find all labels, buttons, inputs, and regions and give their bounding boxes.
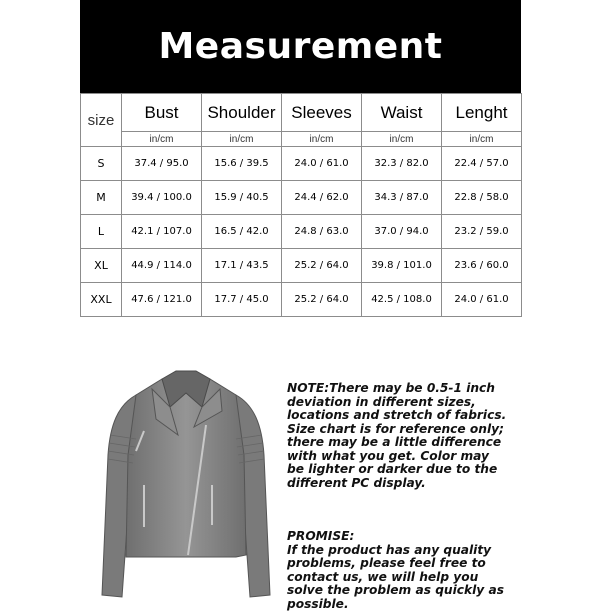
table-cell: 37.4 / 95.0 bbox=[122, 147, 202, 181]
page-title: Measurement bbox=[158, 26, 442, 67]
unit-label: in/cm bbox=[122, 132, 202, 147]
table-cell: 37.0 / 94.0 bbox=[362, 215, 442, 249]
size-label: XL bbox=[81, 249, 122, 283]
table-cell: 32.3 / 82.0 bbox=[362, 147, 442, 181]
table-cell: 39.8 / 101.0 bbox=[362, 249, 442, 283]
table-row bbox=[81, 283, 522, 317]
size-label: M bbox=[81, 181, 122, 215]
size-label: S bbox=[81, 147, 122, 181]
table-cell: 16.5 / 42.0 bbox=[202, 215, 282, 249]
table-cell: 17.1 / 43.5 bbox=[202, 249, 282, 283]
table-cell: 42.5 / 108.0 bbox=[362, 283, 442, 317]
column-header-length: Lenght bbox=[442, 94, 522, 132]
table-cell: 47.6 / 121.0 bbox=[122, 283, 202, 317]
table-cell: 15.6 / 39.5 bbox=[202, 147, 282, 181]
promise-text: If the product has any quality problems, please feel free to contact us, we will help you solve the problem as quickly as possible. bbox=[287, 544, 517, 611]
unit-row bbox=[81, 132, 522, 147]
table-row bbox=[81, 249, 522, 283]
promise-title: PROMISE: bbox=[287, 530, 517, 544]
promise-text-block bbox=[287, 530, 517, 611]
column-header-bust: Bust bbox=[122, 94, 202, 132]
column-header-waist: Waist bbox=[362, 94, 442, 132]
column-header-shoulder: Shoulder bbox=[202, 94, 282, 132]
table-cell: 24.4 / 62.0 bbox=[282, 181, 362, 215]
table-cell: 23.6 / 60.0 bbox=[442, 249, 522, 283]
table-cell: 44.9 / 114.0 bbox=[122, 249, 202, 283]
table-row bbox=[81, 181, 522, 215]
unit-label: in/cm bbox=[202, 132, 282, 147]
table-cell: 24.0 / 61.0 bbox=[442, 283, 522, 317]
table-cell: 42.1 / 107.0 bbox=[122, 215, 202, 249]
table-cell: 17.7 / 45.0 bbox=[202, 283, 282, 317]
table-cell: 15.9 / 40.5 bbox=[202, 181, 282, 215]
table-cell: 39.4 / 100.0 bbox=[122, 181, 202, 215]
table-cell: 34.3 / 87.0 bbox=[362, 181, 442, 215]
jacket-body bbox=[126, 379, 246, 557]
table-row bbox=[81, 147, 522, 181]
table-cell: 22.8 / 58.0 bbox=[442, 181, 522, 215]
table-cell: 25.2 / 64.0 bbox=[282, 283, 362, 317]
column-header-sleeves: Sleeves bbox=[282, 94, 362, 132]
jacket-image bbox=[96, 365, 276, 600]
table-cell: 25.2 / 64.0 bbox=[282, 249, 362, 283]
unit-label: in/cm bbox=[362, 132, 442, 147]
table-cell: 22.4 / 57.0 bbox=[442, 147, 522, 181]
size-label: XXL bbox=[81, 283, 122, 317]
table-cell: 23.2 / 59.0 bbox=[442, 215, 522, 249]
note-text: NOTE:There may be 0.5-1 inch deviation in different sizes, locations and stretch of fabrics. Size chart is for reference only; there may be a little difference with what you get. Color may be lighter or darker due to the different PC display. bbox=[287, 382, 507, 490]
header-banner bbox=[80, 0, 521, 93]
size-label: L bbox=[81, 215, 122, 249]
table-row bbox=[81, 215, 522, 249]
note-text-block bbox=[287, 382, 507, 490]
size-chart-table bbox=[80, 93, 522, 317]
table-cell: 24.0 / 61.0 bbox=[282, 147, 362, 181]
unit-label: in/cm bbox=[282, 132, 362, 147]
unit-label: in/cm bbox=[442, 132, 522, 147]
size-header: size bbox=[81, 94, 122, 147]
table-cell: 24.8 / 63.0 bbox=[282, 215, 362, 249]
header-row bbox=[81, 94, 522, 132]
